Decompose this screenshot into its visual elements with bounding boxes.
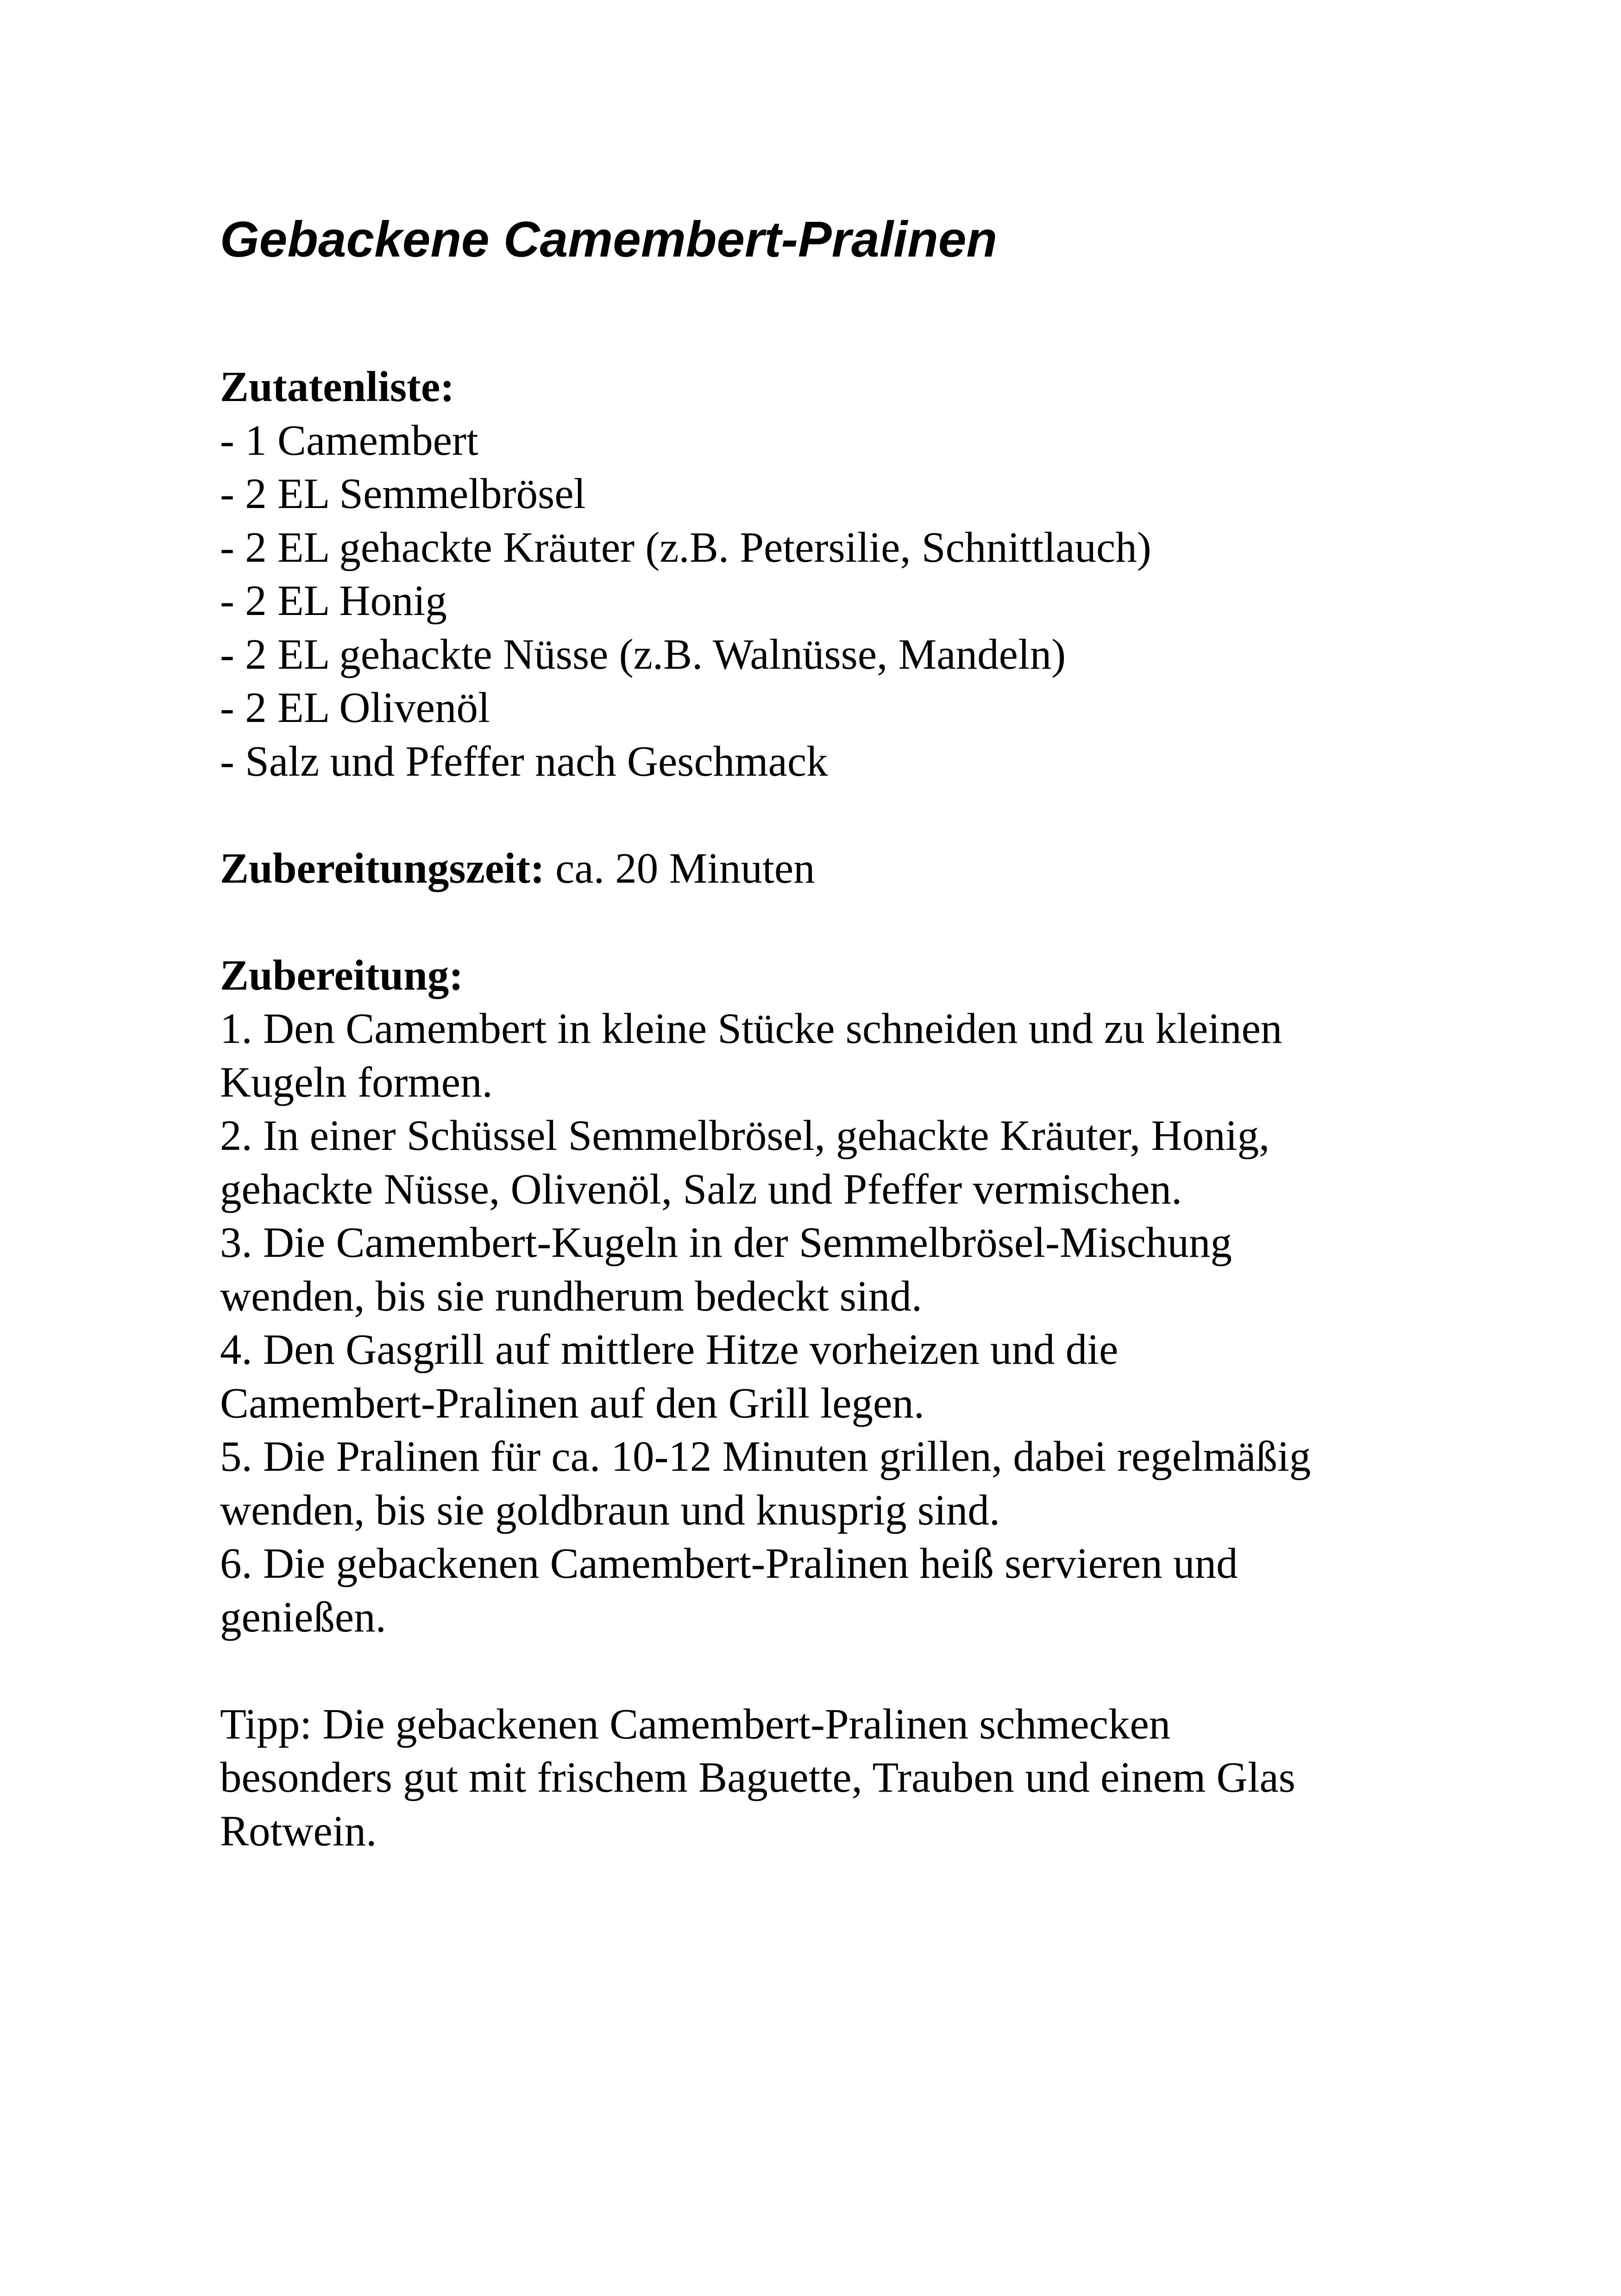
ingredients-heading: Zutatenliste: [220,363,455,411]
preparation-line: gehackte Nüsse, Olivenöl, Salz und Pfeffer vermischen. [220,1165,1182,1213]
preparation-line: genießen. [220,1593,386,1641]
recipe-body [220,360,1470,1858]
ingredient-item: - 2 EL Honig [220,577,447,625]
preparation-line: 2. In einer Schüssel Semmelbrösel, gehackte Kräuter, Honig, [220,1112,1270,1160]
recipe-title: Gebackene Camembert-Pralinen [220,211,998,268]
preparation-line: wenden, bis sie rundherum bedeckt sind. [220,1272,923,1320]
ingredient-item: - 2 EL gehackte Kräuter (z.B. Petersilie, Schnittlauch) [220,523,1151,571]
preparation-line: 3. Die Camembert-Kugeln in der Semmelbrösel-Mischung [220,1219,1232,1267]
preparation-line: Camembert-Pralinen auf den Grill legen. [220,1379,925,1427]
preparation-heading: Zubereitung: [220,951,464,999]
ingredient-item: - 1 Camembert [220,416,478,464]
preparation-line: Kugeln formen. [220,1058,493,1106]
preparation-line: 5. Die Pralinen für ca. 10-12 Minuten grillen, dabei regelmäßig [220,1433,1311,1480]
prep-time-label: Zubereitungszeit: [220,844,545,892]
spacer [220,895,1470,949]
preparation-line: 4. Den Gasgrill auf mittlere Hitze vorheizen und die [220,1326,1118,1374]
ingredient-item: - 2 EL Semmelbrösel [220,470,586,518]
preparation-section [220,949,1470,1644]
prep-time-section [220,842,1470,896]
ingredient-item: - Salz und Pfeffer nach Geschmack [220,737,828,785]
prep-time-value: ca. 20 Minuten [544,844,815,892]
tip-line: Tipp: Die gebackenen Camembert-Pralinen schmecken [220,1700,1171,1748]
ingredient-item: - 2 EL gehackte Nüsse (z.B. Walnüsse, Mandeln) [220,630,1066,678]
tip-line: Rotwein. [220,1807,377,1855]
preparation-line: wenden, bis sie goldbraun und knusprig sind. [220,1486,1000,1534]
ingredients-section [220,360,1470,788]
tip-line: besonders gut mit frischem Baguette, Trauben und einem Glas [220,1754,1296,1801]
spacer [220,1644,1470,1698]
preparation-line: 6. Die gebackenen Camembert-Pralinen heiß servieren und [220,1540,1238,1587]
tip-section [220,1698,1470,1858]
spacer [220,788,1470,842]
preparation-line: 1. Den Camembert in kleine Stücke schneiden und zu kleinen [220,1005,1282,1053]
ingredient-item: - 2 EL Olivenöl [220,684,490,732]
prep-time-line [220,842,1470,896]
